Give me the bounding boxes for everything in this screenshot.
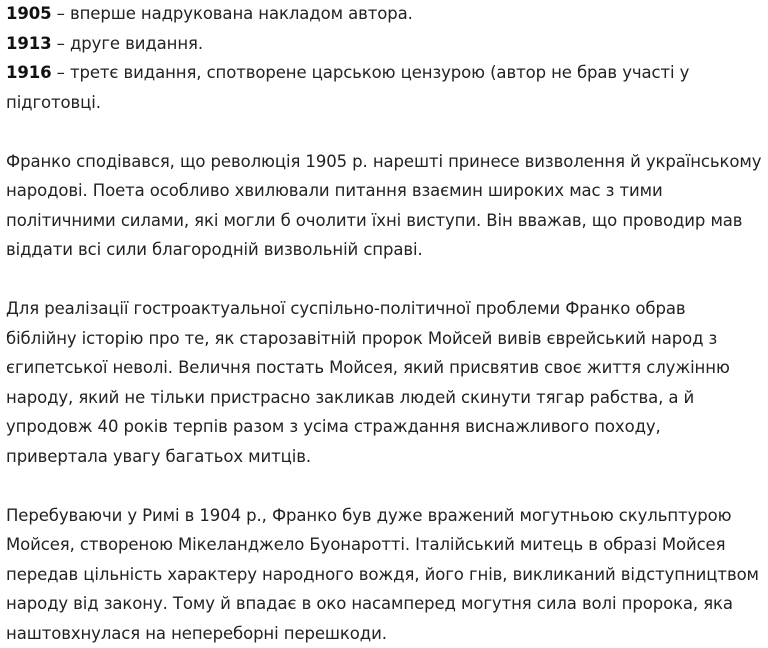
edition-list [6, 0, 758, 117]
edition-year: 1913 [6, 34, 52, 53]
paragraph-line: віддати всі сили благородній визвольній справі. [6, 235, 758, 265]
paragraph-line: упродовж 40 років терпів разом з усіма страждання виснажливого походу, [6, 412, 758, 442]
paragraph [6, 147, 758, 265]
paragraph-line: наштовхнулася на непереборні перешкоди. [6, 619, 758, 648]
paragraph [6, 294, 758, 471]
paragraph-spacer [6, 471, 758, 501]
paragraph-line: народові. Поета особливо хвилювали питання взаємин широких мас з тими [6, 176, 758, 206]
paragraph-line: народу від закону. Тому й впадає в око насамперед могутня сила волі пророка, яка [6, 589, 758, 619]
edition-text: – друге видання. [52, 34, 203, 53]
paragraph-line: народу, який не тільки пристрасно закликав людей скинути тягар рабства, а й [6, 383, 758, 413]
edition-text: – вперше надрукована накладом автора. [52, 4, 413, 23]
edition-year: 1916 [6, 63, 52, 82]
paragraph-line: політичними силами, які могли б очолити їхні виступи. Він вважав, що проводир мав [6, 206, 758, 236]
paragraph [6, 501, 758, 648]
paragraph-spacer [6, 117, 758, 147]
paragraph-line: біблійну історію про те, як старозавітній пророк Мойсей вивів єврейський народ з [6, 324, 758, 354]
paragraph-line: передав цільність характеру народного вождя, його гнів, викликаний відступництвом [6, 560, 758, 590]
edition-item [6, 29, 758, 59]
paragraph-line: Мойсея, створеною Мікеланджело Буонаротті. Італійський митець в образі Мойсея [6, 530, 758, 560]
paragraph-spacer [6, 265, 758, 295]
paragraph-line: Перебуваючи у Римі в 1904 р., Франко був дуже вражений могутньою скульптурою [6, 501, 758, 531]
edition-text-continuation: підготовці. [6, 88, 758, 118]
paragraph-line: привертала увагу багатьох митців. [6, 442, 758, 472]
paragraph-line: єгипетської неволі. Величня постать Мойсея, який присвятив своє життя служінню [6, 353, 758, 383]
edition-item [6, 58, 758, 88]
paragraph-line: Франко сподівався, що революція 1905 р. нарешті принесе визволення й українському [6, 147, 758, 177]
edition-text: – третє видання, спотворене царською цензурою (автор не брав участі у [52, 63, 690, 82]
edition-year: 1905 [6, 4, 52, 23]
edition-item [6, 0, 758, 29]
paragraph-line: Для реалізації гостроактуальної суспільно-політичної проблеми Франко обрав [6, 294, 758, 324]
